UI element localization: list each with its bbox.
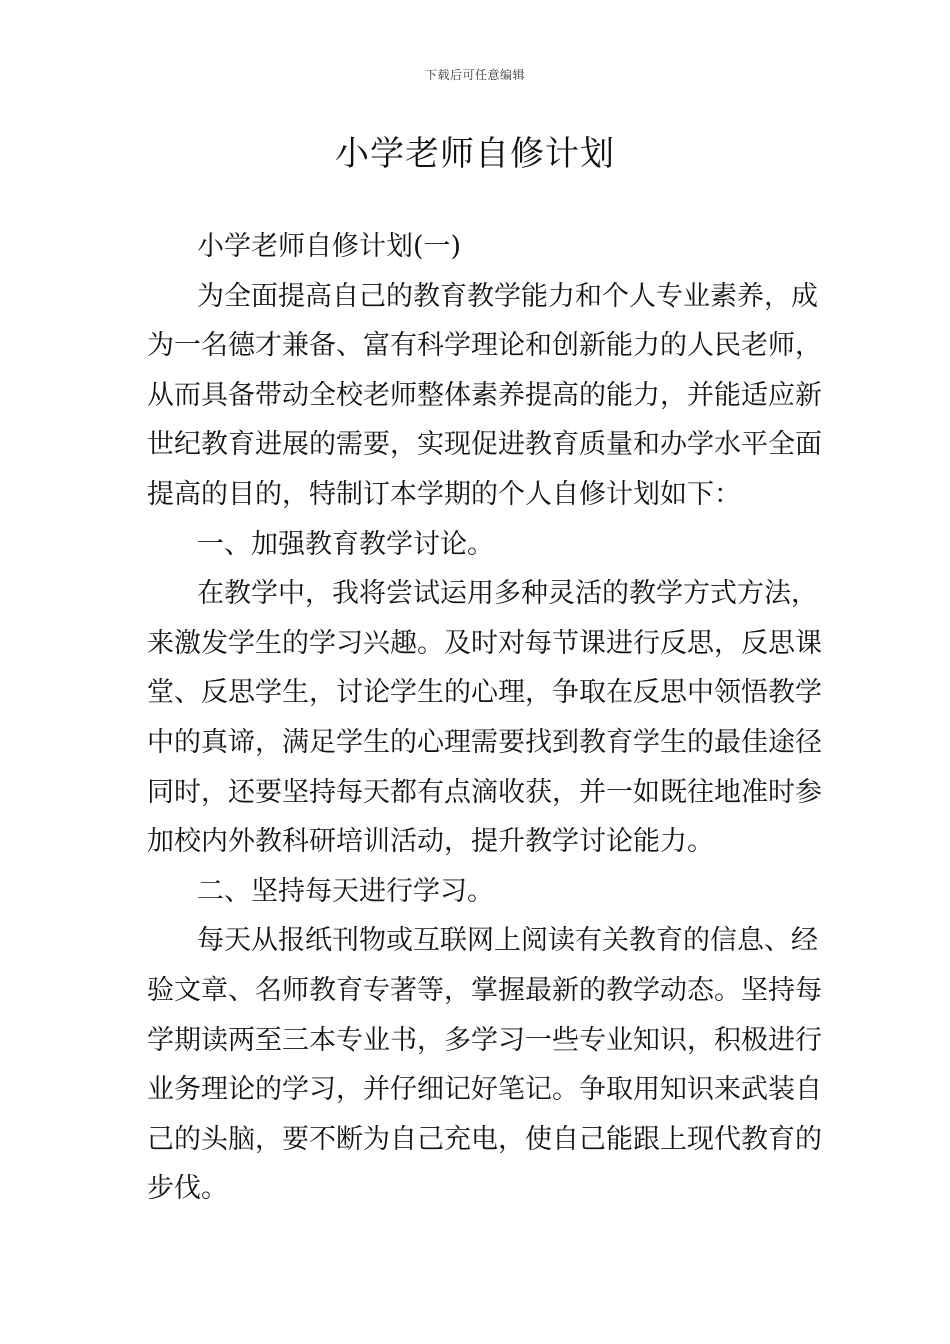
- text-line: 己的头脑，要不断为自己充电，使自己能跟上现代教育的: [147, 1123, 822, 1155]
- header-note: 下载后可任意编辑: [424, 68, 525, 82]
- text-line: 在教学中，我将尝试运用多种灵活的教学方式方法，: [197, 578, 818, 610]
- text-line: 为全面提高自己的教育教学能力和个人专业素养，成: [197, 280, 818, 312]
- text-line: 中的真谛，满足学生的心理需要找到教育学生的最佳途径: [147, 726, 822, 758]
- text-line: 同时，还要坚持每天都有点滴收获，并一如既往地准时参: [147, 776, 822, 808]
- text-line: 学期读两至三本专业书，多学习一些专业知识，积极进行: [147, 1024, 822, 1056]
- text-line: 步伐。: [147, 1173, 228, 1205]
- text-line: 业务理论的学习，并仔细记好笔记。争取用知识来武装自: [147, 1074, 822, 1106]
- text-line: 来激发学生的学习兴趣。及时对每节课进行反思，反思课: [147, 627, 822, 659]
- text-line: 世纪教育进展的需要，实现促进教育质量和办学水平全面: [147, 429, 822, 461]
- text-line: 二、坚持每天进行学习。: [197, 875, 494, 907]
- text-line: 堂、反思学生，讨论学生的心理，争取在反思中领悟教学: [147, 677, 822, 709]
- text-line: 为一名德才兼备、富有科学理论和创新能力的人民老师，: [147, 330, 822, 362]
- document-body: [147, 222, 822, 1214]
- text-line: 加校内外教科研培训活动，提升教学讨论能力。: [147, 826, 714, 858]
- text-line: 验文章、名师教育专著等，掌握最新的教学动态。坚持每: [147, 974, 822, 1006]
- text-line: 提高的目的，特制订本学期的个人自修计划如下：: [147, 478, 741, 510]
- page-title: 小学老师自修计划: [335, 134, 615, 174]
- text-line: 小学老师自修计划(一): [197, 231, 462, 262]
- text-line: 从而具备带动全校老师整体素养提高的能力，并能适应新: [147, 379, 822, 411]
- text-line: 每天从报纸刊物或互联网上阅读有关教育的信息、经: [197, 925, 818, 957]
- text-line: 一、加强教育教学讨论。: [197, 528, 494, 560]
